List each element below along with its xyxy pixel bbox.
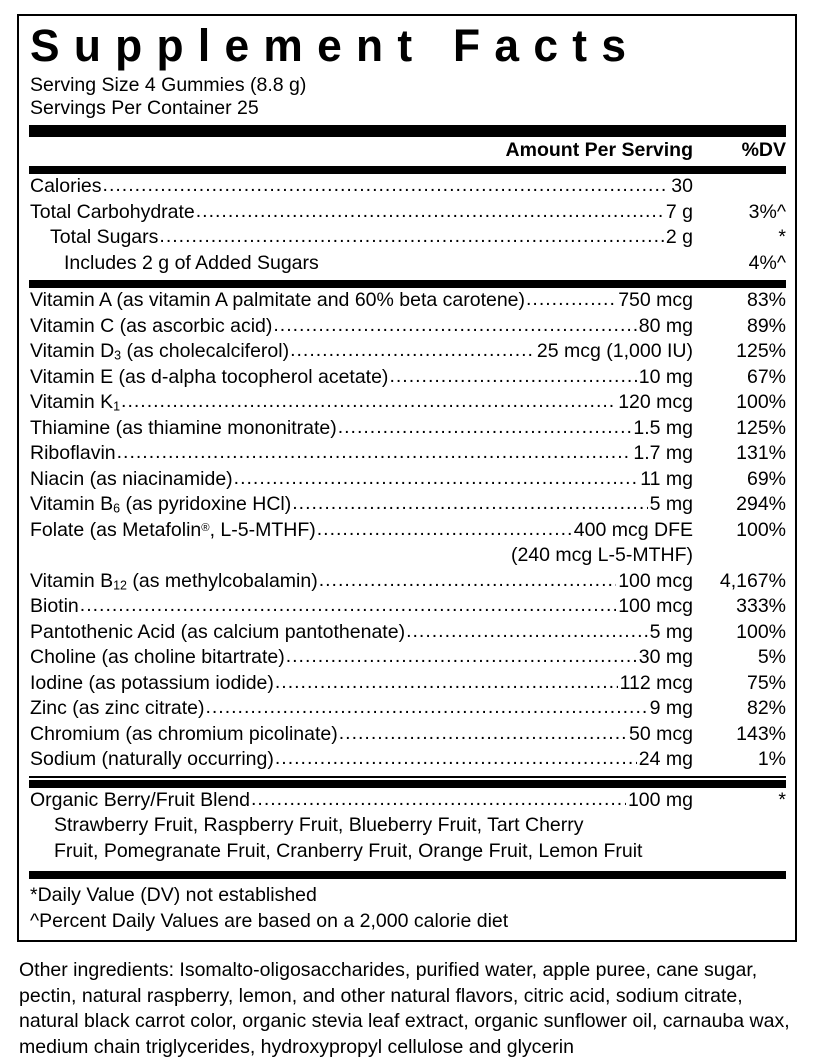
serving-size-text: Serving Size 4 Gummies (8.8 g) xyxy=(30,74,307,96)
divider-thick-top xyxy=(29,125,786,137)
row-label: Vitamin $B_{12}$ (as methylcobalamin) xyxy=(30,569,318,593)
row-percent-dv: 69% xyxy=(746,467,786,490)
table-row xyxy=(28,174,786,200)
supplement-facts-panel xyxy=(17,14,797,942)
table-row xyxy=(28,365,786,391)
row-label: Niacin (as niacinamide) xyxy=(30,467,233,490)
row-label: Vitamin $B_6$ (as pyridoxine HCl) xyxy=(30,493,292,516)
row-label: Vitamin $K_1$ xyxy=(30,391,121,414)
nutrition-section xyxy=(28,174,786,276)
continuation-spacer xyxy=(30,543,511,569)
blend-dv: * xyxy=(778,788,786,811)
dot-leader xyxy=(275,746,637,772)
row-label: Vitamin C (as ascorbic acid) xyxy=(30,314,273,337)
table-row xyxy=(28,645,786,671)
row-percent-dv: 125% xyxy=(736,340,786,362)
row-amount: 25 mcg (1,000 IU) xyxy=(536,340,693,362)
vitamins-minerals-section xyxy=(28,288,786,773)
divider-before-blend xyxy=(29,776,786,778)
header-amount-per-serving: Amount Per Serving xyxy=(505,139,693,161)
header-percent-dv: %DV xyxy=(741,139,786,161)
row-label: Vitamin $D_3$ (as cholecalciferol) xyxy=(30,340,290,363)
row-amount: 2 g xyxy=(665,226,693,248)
row-amount: 30 xyxy=(671,175,693,197)
continuation-dv xyxy=(693,543,786,569)
row-percent-dv: 100% xyxy=(736,391,786,413)
dot-leader xyxy=(275,670,618,696)
row-label: Sodium (naturally occurring) xyxy=(30,748,274,770)
row-amount: 1.7 mg xyxy=(633,442,693,464)
table-row xyxy=(28,696,786,722)
row-label: Choline (as choline bitartrate) xyxy=(30,646,285,668)
row-percent-dv: 125% xyxy=(736,416,786,439)
dot-leader xyxy=(196,199,664,225)
row-amount: 5 mg xyxy=(649,620,693,643)
row-amount: 80 mg xyxy=(638,314,693,337)
row-amount: 400 mcg DFE xyxy=(573,518,693,541)
footnote-dv-not-established: *Daily Value (DV) not established xyxy=(30,884,317,906)
dot-leader xyxy=(273,313,636,339)
servings-per-container-text: Servings Per Container 25 xyxy=(30,97,259,119)
row-label: Thiamine (as thiamine mononitrate) xyxy=(30,416,337,439)
row-percent-dv: 67% xyxy=(746,365,786,388)
row-percent-dv: 83% xyxy=(746,289,786,311)
dot-leader xyxy=(406,619,648,645)
table-row xyxy=(28,569,786,595)
row-percent-dv: 1% xyxy=(757,748,786,770)
blend-row xyxy=(28,788,786,814)
divider-before-footnotes xyxy=(29,871,786,879)
row-percent-dv: 82% xyxy=(746,697,786,719)
row-label: Iodine (as potassium iodide) xyxy=(30,671,274,694)
table-row xyxy=(28,416,786,442)
row-amount: 100 mcg xyxy=(618,569,693,592)
row-percent-dv: 294% xyxy=(736,493,786,515)
row-label: Zinc (as zinc citrate) xyxy=(30,697,205,719)
dot-leader xyxy=(389,364,636,390)
table-row xyxy=(28,288,786,314)
row-amount: 1.5 mg xyxy=(633,416,693,439)
other-ingredients-text: Other ingredients: Isomalto-oligosaccharides, purified water, apple puree, cane sugar, pectin, natural raspberry, lemon, and other natural flavors, citric acid, sodium citrate, natural black carrot color, organic stevia leaf extract, organic sunflower oil, carnauba wax, medium chain triglycerides, hydroxypropyl cellulose and glycerin xyxy=(19,959,790,1058)
dot-leader xyxy=(319,568,616,594)
row-percent-dv: 4,167% xyxy=(719,569,786,592)
row-label: Riboflavin xyxy=(30,442,116,464)
dot-leader xyxy=(205,695,647,721)
dot-leader xyxy=(121,389,616,415)
row-amount: 10 mg xyxy=(638,365,693,388)
table-row xyxy=(28,225,786,251)
row-percent-dv: 100% xyxy=(736,620,786,643)
row-continuation xyxy=(28,543,786,569)
row-label: Includes 2 g of Added Sugars xyxy=(64,251,319,274)
blend-ingredients-line-1: Strawberry Fruit, Raspberry Fruit, Blueberry Fruit, Tart Cherry xyxy=(54,814,584,836)
dot-leader xyxy=(103,173,670,199)
row-percent-dv: 100% xyxy=(736,518,786,541)
row-label: Total Sugars xyxy=(50,226,159,248)
row-label: Folate (as Metafolin®, L-5-MTHF) xyxy=(30,518,316,541)
table-row xyxy=(28,441,786,467)
dot-leader xyxy=(159,224,663,250)
blend-name: Organic Berry/Fruit Blend xyxy=(30,788,250,811)
row-label: Vitamin A (as vitamin A palmitate and 60% beta carotene) xyxy=(30,289,526,311)
page-title: Supplement Facts xyxy=(29,20,641,71)
row-percent-dv: * xyxy=(778,226,786,248)
table-row xyxy=(28,620,786,646)
row-amount: 7 g xyxy=(665,200,693,223)
row-label: Chromium (as chromium picolinate) xyxy=(30,722,338,745)
row-amount: 120 mcg xyxy=(618,391,693,413)
table-row xyxy=(28,492,786,518)
table-row xyxy=(28,518,786,544)
table-row xyxy=(28,671,786,697)
row-amount: 24 mg xyxy=(638,748,693,770)
row-amount: 100 mcg xyxy=(618,595,693,617)
dot-leader xyxy=(290,338,535,364)
row-label: Biotin xyxy=(30,595,79,617)
row-percent-dv: 333% xyxy=(736,595,786,617)
column-headers xyxy=(28,137,786,163)
dot-leader xyxy=(339,721,627,747)
row-percent-dv: 4%^ xyxy=(748,251,786,274)
row-percent-dv: 75% xyxy=(746,671,786,694)
dot-leader xyxy=(286,644,637,670)
dot-leader xyxy=(117,440,632,466)
continuation-amount: (240 mcg L-5-MTHF) xyxy=(510,544,693,566)
row-label: Vitamin E (as d-alpha tocopherol acetate) xyxy=(30,365,389,388)
blend-ingredients-line-2: Fruit, Pomegranate Fruit, Cranberry Fruit, Orange Fruit, Lemon Fruit xyxy=(54,839,643,862)
dot-leader xyxy=(338,415,632,441)
row-amount: 5 mg xyxy=(649,493,693,515)
row-percent-dv: 89% xyxy=(746,314,786,337)
dot-leader xyxy=(234,466,639,492)
blend-amount: 100 mg xyxy=(627,788,693,811)
row-percent-dv: 131% xyxy=(736,442,786,464)
table-row xyxy=(28,594,786,620)
row-amount: 9 mg xyxy=(649,697,693,719)
table-row xyxy=(28,467,786,493)
table-row xyxy=(28,722,786,748)
row-label: Total Carbohydrate xyxy=(30,200,195,223)
table-row xyxy=(28,200,786,226)
table-row xyxy=(28,251,786,277)
row-amount: 30 mg xyxy=(638,646,693,668)
row-amount: 112 mcg xyxy=(619,671,693,694)
dot-leader xyxy=(80,593,616,619)
row-percent-dv: 3%^ xyxy=(748,200,786,223)
table-row xyxy=(28,339,786,365)
row-amount: 50 mcg xyxy=(629,722,693,745)
row-amount: 750 mcg xyxy=(618,289,693,311)
row-percent-dv: 5% xyxy=(757,646,786,668)
row-amount: 11 mg xyxy=(640,467,693,490)
divider-before-vitamins xyxy=(29,280,786,288)
table-row xyxy=(28,314,786,340)
table-row xyxy=(28,390,786,416)
dot-leader xyxy=(526,287,616,313)
row-label: Calories xyxy=(30,175,102,197)
dot-leader xyxy=(317,517,572,543)
row-label: Pantothenic Acid (as calcium pantothenate) xyxy=(30,620,406,643)
table-row xyxy=(28,747,786,773)
footnote-percent-dv-basis: ^Percent Daily Values are based on a 2,000 calorie diet xyxy=(30,909,509,932)
row-percent-dv: 143% xyxy=(736,722,786,745)
dot-leader xyxy=(292,491,647,517)
blend-dot-leader xyxy=(251,787,626,813)
